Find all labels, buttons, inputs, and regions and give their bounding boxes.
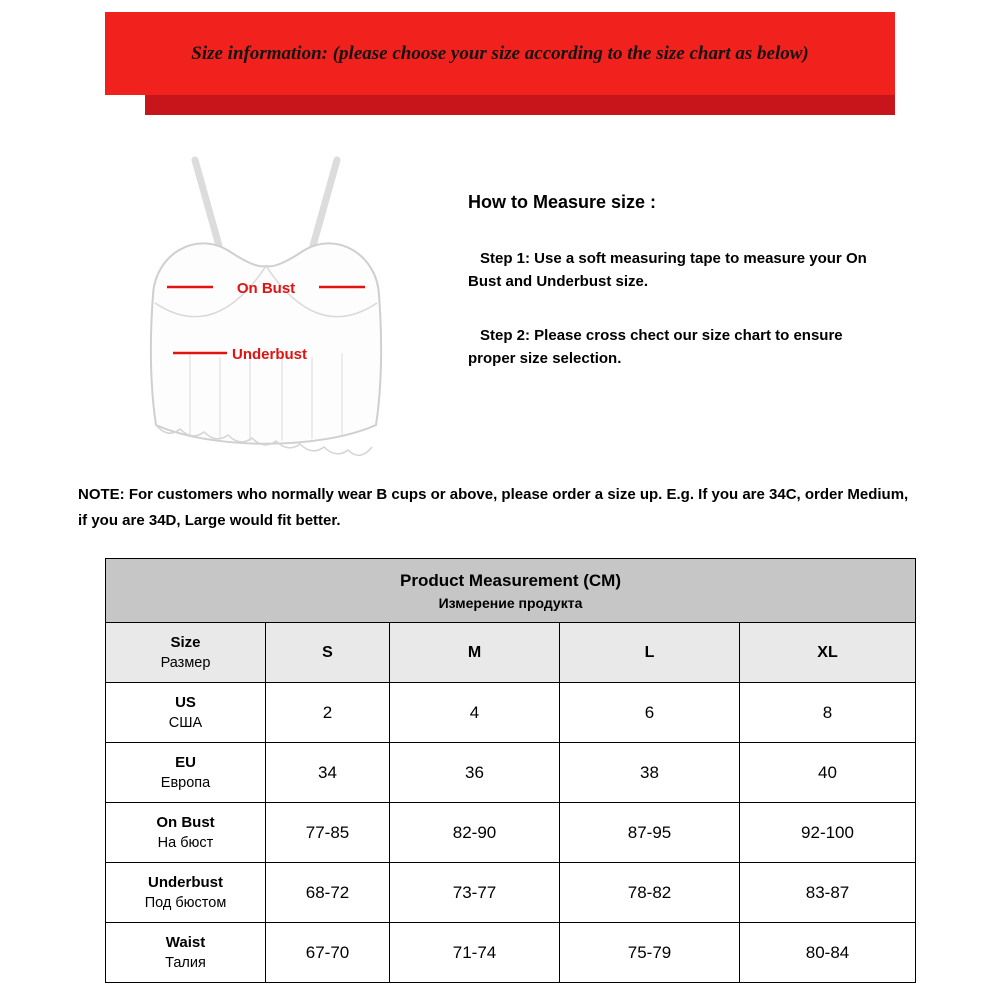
cell-value: 68-72 xyxy=(266,863,390,923)
table-row-eu xyxy=(106,743,916,803)
row-label: On Bust xyxy=(156,814,215,831)
cell-value: 6 xyxy=(560,683,740,743)
note-text: NOTE: For customers who normally wear B cups or above, please order a size up. E.g. If you are 34C, order Medium, if you are 34D, Large would fit better. xyxy=(78,486,909,530)
bra-measurement-diagram xyxy=(115,135,455,480)
size-chart-table xyxy=(105,558,916,983)
row-label-cell xyxy=(106,623,266,683)
table-row-underbust xyxy=(106,863,916,923)
cell-value: 75-79 xyxy=(560,923,740,983)
bra-body xyxy=(151,243,381,443)
bra-right-strap xyxy=(311,160,337,253)
step-1-text: Step 1: Use a soft measuring tape to measure your On Bust and Underbust size. xyxy=(468,250,867,291)
table-title-cell xyxy=(106,559,916,623)
cell-value: 2 xyxy=(266,683,390,743)
row-label-cell xyxy=(106,743,266,803)
table-row-waist xyxy=(106,923,916,983)
table-subtitle: Измерение продукта xyxy=(438,594,583,611)
row-label-ru: Под бюстом xyxy=(144,895,227,911)
row-label-cell xyxy=(106,923,266,983)
on-bust-label: On Bust xyxy=(236,280,296,297)
cell-value: 73-77 xyxy=(390,863,560,923)
cell-value: 83-87 xyxy=(740,863,916,923)
row-label: US xyxy=(175,694,196,711)
cell-value: 78-82 xyxy=(560,863,740,923)
row-label-ru: На бюст xyxy=(157,835,214,851)
row-label-cell xyxy=(106,863,266,923)
cell-value: M xyxy=(390,623,560,683)
row-label-ru: США xyxy=(168,715,203,731)
row-label: Waist xyxy=(165,934,206,951)
underbust-label: Underbust xyxy=(232,346,307,363)
cell-value: 36 xyxy=(390,743,560,803)
cell-value: 38 xyxy=(560,743,740,803)
table-row-size xyxy=(106,623,916,683)
cell-value: 34 xyxy=(266,743,390,803)
bra-left-strap xyxy=(195,160,221,253)
row-label-cell xyxy=(106,803,266,863)
size-info-banner xyxy=(105,12,895,95)
row-label-ru: Европа xyxy=(160,775,211,791)
cell-value: 77-85 xyxy=(266,803,390,863)
cell-value: 40 xyxy=(740,743,916,803)
cell-value: 67-70 xyxy=(266,923,390,983)
bra-illustration xyxy=(115,135,455,480)
cell-value: 4 xyxy=(390,683,560,743)
banner-shadow-strip xyxy=(145,95,895,115)
banner-title: Size information: (please choose your size according to the size chart as below) xyxy=(191,42,809,64)
row-label-ru: Талия xyxy=(165,955,206,971)
row-label: EU xyxy=(175,754,196,771)
cell-value: 80-84 xyxy=(740,923,916,983)
row-label-cell xyxy=(106,683,266,743)
cell-value: 71-74 xyxy=(390,923,560,983)
cell-value: L xyxy=(560,623,740,683)
cell-value: 8 xyxy=(740,683,916,743)
cell-value: S xyxy=(266,623,390,683)
how-to-measure-section xyxy=(468,192,888,400)
cell-value: 92-100 xyxy=(740,803,916,863)
table-title: Product Measurement (CM) xyxy=(399,570,622,590)
row-label-ru: Размер xyxy=(160,655,211,671)
cell-value: 82-90 xyxy=(390,803,560,863)
how-to-heading: How to Measure size : xyxy=(468,192,657,212)
step-2-text: Step 2: Please cross chect our size chart to ensure proper size selection. xyxy=(468,326,843,367)
row-label: Underbust xyxy=(148,874,223,891)
table-row-onbust xyxy=(106,803,916,863)
row-label: Size xyxy=(170,634,201,651)
table-title-row xyxy=(106,559,916,623)
cell-value: 87-95 xyxy=(560,803,740,863)
cell-value: XL xyxy=(740,623,916,683)
table-row-us xyxy=(106,683,916,743)
